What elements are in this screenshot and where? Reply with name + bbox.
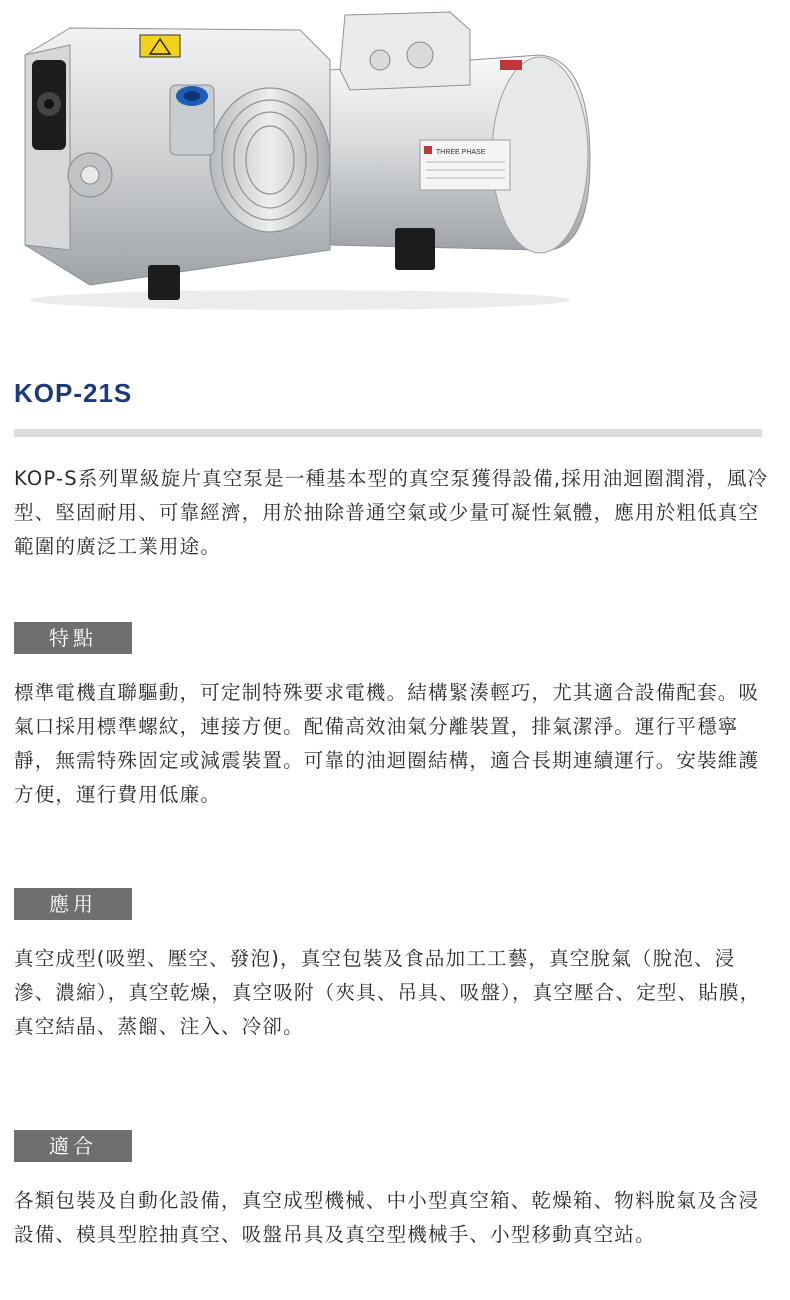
section-label-features: 特點: [14, 622, 132, 654]
nameplate-text: THREE PHASE: [436, 149, 486, 156]
product-image: [0, 0, 790, 330]
suitable-paragraph: 各類包裝及自動化設備，真空成型機械、中小型真空箱、乾燥箱、物料脫氣及含浸設備、模具型腔抽真空、吸盤吊具及真空型機械手、小型移動真空站。: [14, 1189, 760, 1246]
section-label-suitable: 適合: [14, 1130, 132, 1162]
applications-paragraph: 真空成型(吸塑、壓空、發泡)，真空包裝及食品加工工藝，真空脫氣（脫泡、浸滲、濃縮），真空乾燥，真空吸附（夾具、吊具、吸盤），真空壓合、定型、貼膜，真空結晶、蒸餾、注入、冷卻。: [14, 947, 761, 1038]
section-label-applications: 應用: [14, 888, 132, 920]
title-divider: [14, 429, 762, 437]
features-paragraph: 標準電機直聯驅動，可定制特殊要求電機。結構緊湊輕巧，尤其適合設備配套。吸氣口採用標準螺紋，連接方便。配備高效油氣分離裝置，排氣潔淨。運行平穩寧靜，無需特殊固定或減震裝置。可靠的油迴圈結構，適合長期連續運行。安裝維護方便，運行費用低廉。: [14, 681, 760, 806]
intro-paragraph: KOP-S系列單級旋片真空泵是一種基本型的真空泵獲得設備,採用油迴圈潤滑，風冷型、堅固耐用、可靠經濟，用於抽除普通空氣或少量可凝性氣體，應用於粗低真空範圍的廣泛工業用途。: [14, 467, 769, 558]
product-title: KOP-21S: [14, 378, 133, 408]
